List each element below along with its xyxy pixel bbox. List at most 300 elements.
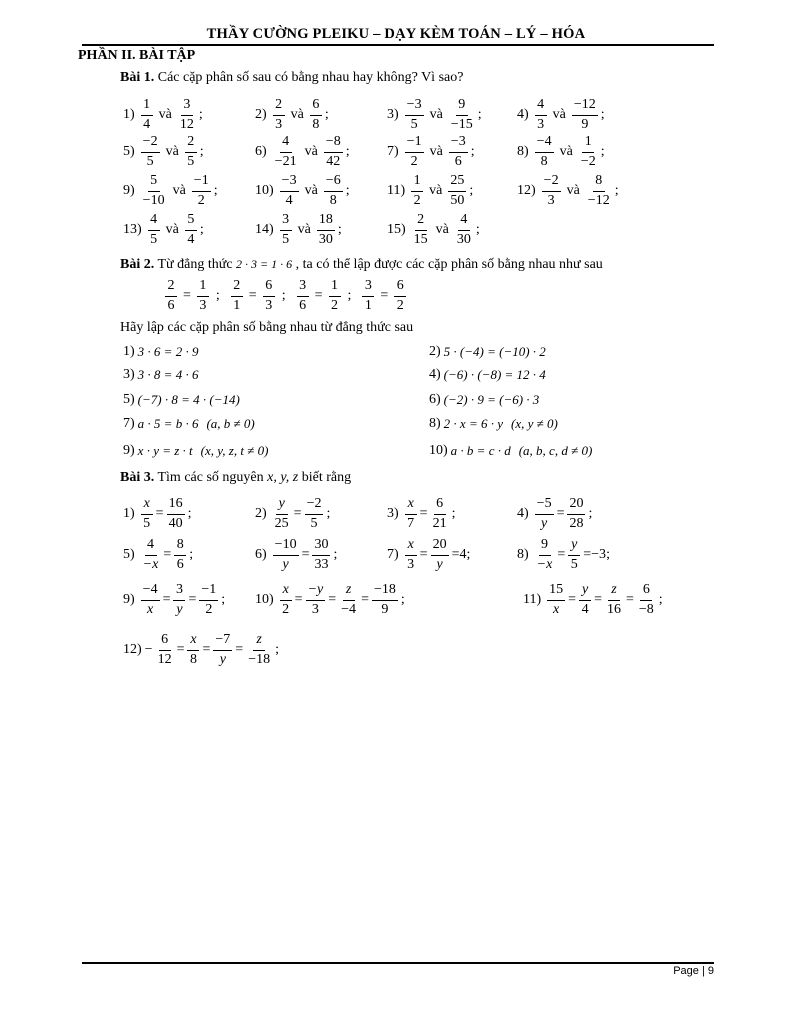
- equals-sign: =: [188, 592, 197, 607]
- numerator: −10: [273, 537, 299, 555]
- conjunction-va: và: [304, 183, 318, 198]
- denominator: −18: [248, 651, 271, 667]
- numerator: 9: [539, 537, 551, 555]
- bai3-text: Tìm các số nguyên: [157, 470, 264, 485]
- equals-sign: =: [293, 506, 302, 521]
- bai3-text-after: biết rằng: [301, 470, 352, 485]
- conjunction-va: và: [429, 144, 443, 159]
- numerator: 6: [310, 97, 322, 115]
- equals-sign: =: [183, 288, 191, 303]
- numerator: 3: [280, 212, 292, 230]
- fraction: [167, 496, 185, 531]
- bai1-item: [120, 210, 204, 250]
- denominator: y: [436, 556, 443, 572]
- semicolon: ;: [198, 107, 203, 122]
- item-number: 8): [429, 416, 441, 431]
- constant: −3: [591, 547, 607, 562]
- fraction: [187, 632, 199, 667]
- denominator: 28: [569, 515, 584, 531]
- numerator: 2: [273, 97, 285, 115]
- conjunction-va: và: [435, 222, 449, 237]
- item-number: 12): [517, 183, 536, 198]
- semicolon: ;: [614, 183, 619, 198]
- fraction: [165, 278, 177, 313]
- item-number: 5): [123, 547, 135, 562]
- fraction: [535, 537, 555, 572]
- fraction: [449, 97, 475, 132]
- denominator: 21: [432, 515, 447, 531]
- bai3-item: [252, 535, 337, 575]
- denominator: 5: [570, 556, 578, 572]
- denominator: −15: [450, 116, 473, 132]
- numerator: −6: [324, 173, 343, 191]
- bai2-task: Hãy lập các cặp phân số bằng nhau từ đẳng thức sau: [120, 320, 414, 335]
- denominator: 6: [299, 297, 307, 313]
- denominator: 2: [197, 192, 205, 208]
- bai3-vars: x, y, z: [267, 470, 299, 485]
- equation: (−2) · 9 = (−6) · 3: [443, 392, 540, 407]
- item-number: 8): [517, 547, 529, 562]
- numerator: 3: [362, 278, 374, 296]
- condition: (x, y ≠ 0): [510, 416, 558, 431]
- equals-sign: =: [380, 288, 389, 303]
- numerator: −2: [542, 173, 561, 191]
- bai2-item: [426, 413, 558, 435]
- bai3-item: [514, 535, 610, 575]
- equals-sign: =: [451, 547, 460, 562]
- numerator: 4: [148, 212, 160, 230]
- item-number: 4): [429, 367, 441, 382]
- bai1-prompt: [120, 70, 463, 86]
- denominator: 1: [364, 297, 372, 313]
- item-number: 3): [123, 367, 135, 382]
- denominator: 42: [326, 153, 341, 169]
- denominator: 3: [199, 297, 207, 313]
- fraction: [324, 134, 343, 169]
- bai1-item: [120, 95, 203, 135]
- equation: 2 · x = 6 · y: [443, 416, 503, 431]
- fraction: [579, 582, 591, 617]
- semicolon: ;: [187, 506, 192, 521]
- bai3-item: [120, 630, 279, 670]
- denominator: y: [219, 651, 226, 667]
- semicolon: ;: [345, 144, 350, 159]
- denominator: 4: [143, 116, 151, 132]
- bai3-item: [520, 580, 663, 620]
- fraction: [412, 212, 430, 247]
- denominator: 33: [314, 556, 329, 572]
- fraction: [394, 278, 406, 313]
- denominator: 5: [187, 153, 195, 169]
- bai3-item: [120, 580, 225, 620]
- numerator: 4: [458, 212, 470, 230]
- item-number: 11): [523, 592, 542, 607]
- item-number: 6): [429, 392, 441, 407]
- conjunction-va: và: [290, 107, 304, 122]
- denominator: −4: [341, 601, 357, 617]
- numerator: 4: [280, 134, 292, 152]
- numerator: 3: [173, 582, 185, 600]
- semicolon: ;: [600, 144, 605, 159]
- page-header-title: THẦY CƯỜNG PLEIKU – DẠY KÈM TOÁN – LÝ – HÓA: [206, 26, 586, 42]
- denominator: 16: [606, 601, 621, 617]
- item-number: 11): [387, 183, 406, 198]
- fraction: [231, 278, 243, 313]
- fraction: [192, 173, 211, 208]
- fraction: [568, 537, 580, 572]
- header-divider: [82, 44, 714, 46]
- item-number: 13): [123, 222, 142, 237]
- numerator: 25: [448, 173, 466, 191]
- numerator: −8: [324, 134, 343, 152]
- fraction: [263, 278, 275, 313]
- numerator: y: [568, 537, 580, 555]
- denominator: 5: [143, 515, 151, 531]
- fraction: [567, 496, 585, 531]
- denominator: 12: [157, 651, 172, 667]
- numerator: −3: [405, 97, 424, 115]
- numerator: 4: [145, 537, 157, 555]
- bai2-examples: [162, 276, 409, 316]
- fraction: [586, 173, 612, 208]
- numerator: x: [405, 537, 417, 555]
- equation: 5 · (−4) = (−10) · 2: [443, 344, 546, 359]
- denominator: 3: [547, 192, 555, 208]
- fraction: [449, 134, 468, 169]
- fraction: [605, 582, 623, 617]
- semicolon: ;: [600, 107, 605, 122]
- item-number: 8): [517, 144, 529, 159]
- semicolon: ;: [199, 222, 204, 237]
- fraction: [310, 97, 322, 132]
- fraction: [455, 212, 473, 247]
- denominator: 4: [581, 601, 589, 617]
- equals-sign: =: [625, 592, 634, 607]
- conjunction-va: và: [304, 144, 318, 159]
- numerator: −18: [372, 582, 398, 600]
- conjunction-va: và: [552, 107, 566, 122]
- numerator: 1: [329, 278, 341, 296]
- denominator: x: [147, 601, 154, 617]
- numerator: −3: [280, 173, 299, 191]
- numerator: 8: [174, 537, 186, 555]
- bai1-item: [252, 132, 350, 172]
- numerator: 1: [582, 134, 594, 152]
- constant: 4: [459, 547, 467, 562]
- bai3-item: [252, 494, 330, 534]
- fraction: [246, 632, 272, 667]
- fraction: [174, 537, 186, 572]
- numerator: z: [343, 582, 355, 600]
- fraction: [213, 632, 232, 667]
- bai1-item: [252, 95, 329, 135]
- semicolon: ;: [333, 547, 338, 562]
- bai2-item: [426, 389, 539, 411]
- denominator: 5: [410, 116, 418, 132]
- fraction: [280, 582, 292, 617]
- denominator: 2: [413, 192, 421, 208]
- bai2-text-before: Từ đẳng thức: [157, 257, 233, 272]
- equals-sign: =: [176, 642, 185, 657]
- bai2-label: Bài 2.: [120, 257, 155, 272]
- equals-sign: =: [314, 288, 323, 303]
- condition: (x, y, z, t ≠ 0): [200, 443, 269, 458]
- denominator: −21: [274, 153, 297, 169]
- equation: a · 5 = b · 6: [137, 416, 199, 431]
- denominator: −x: [142, 556, 159, 572]
- condition: (a, b ≠ 0): [206, 416, 255, 431]
- denominator: 2: [205, 601, 213, 617]
- numerator: 1: [197, 278, 209, 296]
- fraction: [297, 278, 309, 313]
- numerator: −y: [306, 582, 326, 600]
- denominator: y: [282, 556, 289, 572]
- bai1-item: [384, 171, 473, 211]
- bai1-item: [120, 132, 204, 172]
- numerator: −5: [535, 496, 554, 514]
- denominator: 4: [187, 231, 195, 247]
- fraction: [273, 97, 285, 132]
- item-number: 1): [123, 107, 135, 122]
- fraction: [305, 496, 324, 531]
- bai3-prompt: [120, 470, 351, 486]
- semicolon: ;: [451, 506, 456, 521]
- numerator: z: [608, 582, 620, 600]
- denominator: 1: [233, 297, 241, 313]
- fraction: [535, 97, 547, 132]
- condition: (a, b, c, d ≠ 0): [518, 443, 593, 458]
- numerator: 6: [640, 582, 652, 600]
- semicolon: ;: [475, 222, 480, 237]
- equals-sign: =: [557, 547, 566, 562]
- semicolon: ;: [477, 107, 482, 122]
- denominator: 4: [285, 192, 293, 208]
- bai2-item: [120, 341, 198, 363]
- bai2-identity: 2 · 3 = 1 · 6: [236, 257, 293, 271]
- numerator: −1: [199, 582, 218, 600]
- item-number: 7): [387, 547, 399, 562]
- bai1-item: [384, 132, 475, 172]
- numerator: 6: [434, 496, 446, 514]
- denominator: 9: [581, 116, 589, 132]
- semicolon: ;: [281, 288, 286, 303]
- fraction: [329, 278, 341, 313]
- fraction: [141, 173, 167, 208]
- semicolon: ;: [326, 506, 331, 521]
- numerator: 3: [297, 278, 309, 296]
- bai1-item: [514, 171, 619, 211]
- semicolon: ;: [213, 183, 218, 198]
- numerator: 5: [148, 173, 160, 191]
- numerator: 6: [394, 278, 406, 296]
- fraction: [411, 173, 423, 208]
- fraction: [431, 537, 449, 572]
- bai2-item: [426, 341, 546, 363]
- equals-sign: =: [155, 506, 164, 521]
- fraction: [141, 496, 153, 531]
- item-number: 2): [255, 107, 267, 122]
- constant: −: [144, 642, 153, 657]
- bai1-item: [120, 171, 218, 211]
- bai2-item: [426, 364, 546, 386]
- equals-sign: =: [235, 642, 244, 657]
- numerator: 16: [167, 496, 185, 514]
- fraction: [535, 134, 554, 169]
- bai1-item: [384, 95, 482, 135]
- numerator: −2: [141, 134, 160, 152]
- denominator: 30: [456, 231, 471, 247]
- semicolon: ;: [221, 592, 226, 607]
- equation: (−6) · (−8) = 12 · 4: [443, 367, 546, 382]
- item-number: 9): [123, 183, 135, 198]
- semicolon: ;: [469, 183, 474, 198]
- numerator: −4: [535, 134, 554, 152]
- numerator: −1: [405, 134, 424, 152]
- bai1-item: [514, 95, 605, 135]
- denominator: 6: [176, 556, 184, 572]
- bai3-item: [120, 535, 193, 575]
- fraction: [156, 632, 174, 667]
- equals-sign: =: [419, 547, 428, 562]
- conjunction-va: và: [429, 107, 443, 122]
- numerator: x: [187, 632, 199, 650]
- numerator: 6: [159, 632, 171, 650]
- fraction: [448, 173, 466, 208]
- denominator: 8: [312, 116, 320, 132]
- fraction: [197, 278, 209, 313]
- fraction: [199, 582, 218, 617]
- numerator: 2: [415, 212, 427, 230]
- equals-sign: =: [556, 506, 565, 521]
- fraction: [535, 496, 554, 531]
- fraction: [141, 582, 160, 617]
- numerator: y: [276, 496, 288, 514]
- bai1-item: [252, 210, 342, 250]
- item-number: 4): [517, 107, 529, 122]
- numerator: 2: [231, 278, 243, 296]
- denominator: 8: [540, 153, 548, 169]
- fraction: [572, 97, 598, 132]
- numerator: −4: [141, 582, 160, 600]
- bai2-item: [120, 413, 255, 435]
- denominator: 8: [189, 651, 197, 667]
- numerator: 1: [411, 173, 423, 191]
- section-title: PHẦN II. BÀI TẬP: [78, 48, 196, 63]
- fraction: [405, 496, 417, 531]
- fraction: [547, 582, 565, 617]
- fraction: [405, 97, 424, 132]
- numerator: 2: [185, 134, 197, 152]
- denominator: −12: [587, 192, 610, 208]
- item-number: 4): [517, 506, 529, 521]
- bai3-item: [514, 494, 592, 534]
- numerator: 6: [263, 278, 275, 296]
- bai2-prompt: [120, 257, 603, 273]
- denominator: 3: [407, 556, 415, 572]
- footer-divider: [82, 962, 714, 964]
- conjunction-va: và: [429, 183, 443, 198]
- numerator: 4: [535, 97, 547, 115]
- semicolon: ;: [466, 547, 471, 562]
- numerator: −12: [572, 97, 598, 115]
- denominator: 2: [410, 153, 418, 169]
- equals-sign: =: [202, 642, 211, 657]
- numerator: 1: [141, 97, 153, 115]
- equals-sign: =: [594, 592, 602, 607]
- semicolon: ;: [345, 183, 350, 198]
- semicolon: ;: [189, 547, 194, 562]
- denominator: 3: [265, 297, 273, 313]
- fraction: [185, 134, 197, 169]
- numerator: −3: [449, 134, 468, 152]
- denominator: −2: [580, 153, 596, 169]
- fraction: [324, 173, 343, 208]
- semicolon: ;: [470, 144, 475, 159]
- denominator: 30: [318, 231, 333, 247]
- equals-sign: =: [294, 592, 303, 607]
- fraction: [405, 134, 424, 169]
- equation: 3 · 8 = 4 · 6: [137, 367, 199, 382]
- fraction: [431, 496, 449, 531]
- conjunction-va: và: [566, 183, 580, 198]
- semicolon: ;: [347, 288, 352, 303]
- item-number: 9): [123, 443, 135, 458]
- item-number: 1): [123, 344, 135, 359]
- denominator: 2: [331, 297, 338, 313]
- item-number: 1): [123, 506, 135, 521]
- item-number: 6): [255, 547, 267, 562]
- conjunction-va: và: [158, 107, 172, 122]
- denominator: 5: [150, 231, 158, 247]
- item-number: 5): [123, 392, 135, 407]
- fraction: [173, 582, 185, 617]
- fraction: [339, 582, 358, 617]
- fraction: [637, 582, 656, 617]
- equals-sign: =: [583, 547, 592, 562]
- equation: 3 · 6 = 2 · 9: [137, 344, 199, 359]
- fraction: [306, 582, 326, 617]
- fraction: [178, 97, 196, 132]
- denominator: 2: [396, 297, 404, 313]
- item-number: 3): [387, 506, 399, 521]
- denominator: 15: [413, 231, 428, 247]
- item-number: 2): [255, 506, 267, 521]
- semicolon: ;: [324, 107, 329, 122]
- item-number: 12): [123, 642, 142, 657]
- conjunction-va: và: [165, 144, 179, 159]
- denominator: 2: [282, 601, 290, 617]
- bai1-label: Bài 1.: [120, 70, 155, 85]
- numerator: 20: [567, 496, 585, 514]
- fraction: [579, 134, 598, 169]
- numerator: 3: [181, 97, 193, 115]
- item-number: 7): [387, 144, 399, 159]
- bai1-item: [514, 132, 605, 172]
- numerator: 8: [593, 173, 605, 191]
- denominator: 25: [274, 515, 289, 531]
- item-number: 14): [255, 222, 274, 237]
- numerator: 9: [456, 97, 468, 115]
- semicolon: ;: [606, 547, 610, 562]
- fraction: [280, 212, 292, 247]
- numerator: 15: [547, 582, 565, 600]
- numerator: −7: [213, 632, 232, 650]
- semicolon: ;: [658, 592, 663, 607]
- fraction: [542, 173, 561, 208]
- fraction: [141, 97, 153, 132]
- denominator: 12: [179, 116, 194, 132]
- semicolon: ;: [337, 222, 342, 237]
